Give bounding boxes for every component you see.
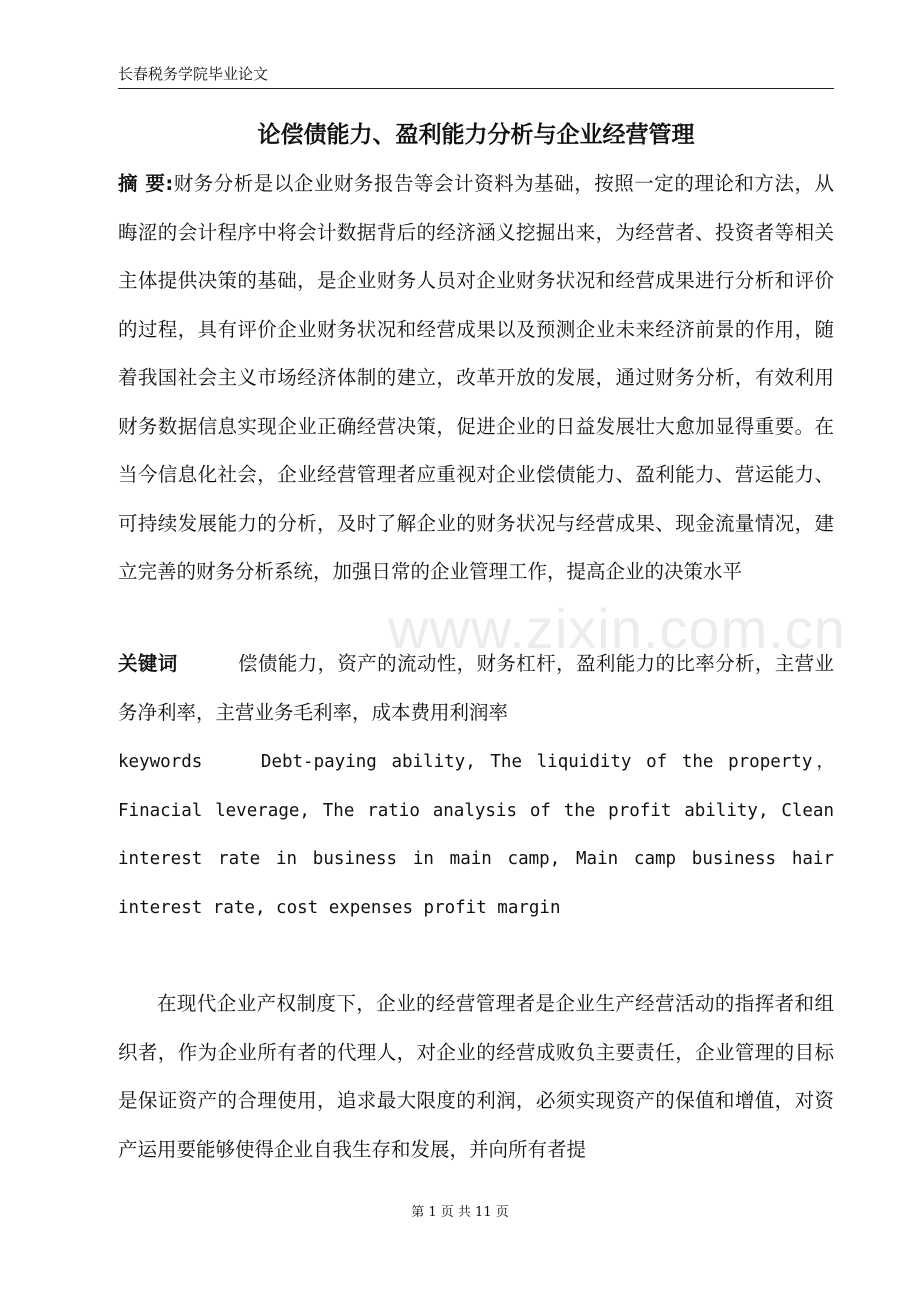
paper-title: 论偿债能力、盈利能力分析与企业经营管理 xyxy=(257,122,695,148)
watermark-logo: www.zixin.com.cn xyxy=(388,597,846,660)
keywords-en-text: Debt-paying ability, The liquidity of the property，Finacial leverage, The ratio analysis of the profit ability, Clean interest rate in business in main camp, Main camp business hair interest rate, cost expenses profit margin xyxy=(118,752,834,918)
keywords-en-label: keywords xyxy=(118,752,203,772)
keywords-en-section xyxy=(118,738,834,932)
school-name: 长春税务学院毕业论文 xyxy=(118,65,269,83)
body-paragraph: 在现代企业产权制度下，企业的经营管理者是企业生产经营活动的指挥者和组织者，作为企业所有者的代理人，对企业的经营成败负主要责任，企业管理的目标是保证资产的合理使用，追求最大限度的利润，必须实现资产的保值和增值，对资产运用要能够使得企业自我生存和发展，并向所有者提 xyxy=(118,992,834,1161)
abstract-section xyxy=(118,160,834,597)
page-footer xyxy=(0,1204,920,1222)
document-header xyxy=(118,64,834,89)
keywords-text: 偿债能力，资产的流动性，财务杠杆，盈利能力的比率分析，主营业务净利率，主营业务毛利率，成本费用利润率 xyxy=(118,652,834,724)
keywords-label: 关键词 xyxy=(118,652,178,675)
abstract-text: 财务分析是以企业财务报告等会计资料为基础，按照一定的理论和方法，从晦涩的会计程序中将会计数据背后的经济涵义挖掘出来，为经营者、投资者等相关主体提供决策的基础，是企业财务人员对企业财务状况和经营成果进行分析和评价的过程，具有评价企业财务状况和经营成果以及预测企业未来经济前景的作用，随着我国社会主义市场经济体制的建立，改革开放的发展，通过财务分析，有效利用财务数据信息实现企业正确经营决策，促进企业的日益发展壮大愈加显得重要。在当今信息化社会，企业经营管理者应重视对企业偿债能力、盈利能力、营运能力、可持续发展能力的分析，及时了解企业的财务状况与经营成果、现金流量情况，建立完善的财务分析系统，加强日常的企业管理工作，提高企业的决策水平 xyxy=(118,172,834,583)
abstract-label: 摘 要: xyxy=(118,172,174,195)
page-number: 第 1 页 共 11 页 xyxy=(411,1205,509,1220)
